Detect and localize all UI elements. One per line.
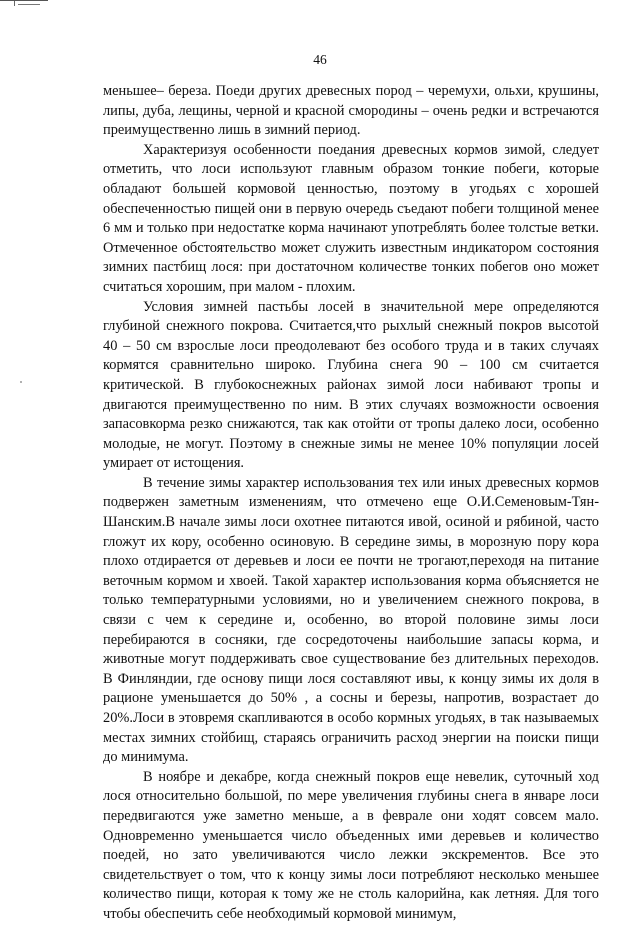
page-number: 46 bbox=[313, 52, 327, 67]
body-text bbox=[103, 82, 599, 925]
paragraph-seasonal-diet: В течение зимы характер использования тех или иных древесных кормов подвержен заметным изменениям, что отмечено еще О.И.Семеновым-Тян-Шанским.В начале зимы лоси охотнее питаются ивой, осиной и рябиной, часто гложут их кору, особенно осиновую. В середине зимы, в морозную пору кора плохо отдирается от деревьев и лоси ее почти не трогают,переходя на питание веточным кормом и хвоей. Такой характер использования корма объясняется не только температурными условиями, но и увеличением снежного покрова, в связи с чем к середине и, особенно, во второй половине зимы лоси перебираются в сосняки, где сосредоточены наибольшие запасы корма, и животные могут поддерживать свое существование без длительных переходов. В Финляндии, где основу пищи лося составляют ивы, к концу зимы их доля в рационе уменьшается до 50% , а сосны и березы, напротив, возрастает до 20%.Лоси в этовремя скапливаются в особо кормных угодьях, в так называемых местах зимних стойбищ, стараясь ограничить расход энергии на поиски пищи до минимума. bbox=[103, 474, 599, 766]
scan-speck bbox=[20, 381, 22, 383]
scan-corner-mark bbox=[0, 0, 48, 7]
paragraph-daily-movement: В ноябре и декабре, когда снежный покров еще невелик, суточный ход лося относительно большой, по мере увеличения глубины снега в январе лоси передвигаются уже заметно меньше, а в феврале они ходят совсем мало. Одновременно уменьшается число объеденных ими деревьев и количество поедей, но зато увеличиваются число лежки экскрементов. Все это свидетельствует о том, что к концу зимы лоси потребляют несколько меньшее количество пищи, которая к тому же не столь калорийна, как летняя. Для того чтобы обеспечить себе необходимый кормовой минимум, bbox=[103, 768, 599, 922]
paragraph-snow-depth: Условия зимней пастьбы лосей в значительной мере определяются глубиной снежного покрова. Считается,что рыхлый снежный покров высотой 40 – 50 см взрослые лоси преодолевают без особого труда и в таких случаях кормятся сравнительно широко. Глубина снега 90 – 100 см считается критической. В глубокоснежных районах зимой лоси набивают тропы и двигаются преимущественно по ним. В этих случаях возможности освоения запасовкорма резко снижаются, так как отойти от тропы далеко лоси, особенно молодые, не могут. Поэтому в снежные зимы не менее 10% популяции лосей умирает от истощения. bbox=[103, 298, 599, 472]
paragraph-continuation: меньшее– береза. Поеди других древесных пород – черемухи, ольхи, крушины, липы, дуба, лещины, черной и красной смородины – очень редки и встречаются преимущественно лишь в зимний период. bbox=[103, 83, 599, 139]
paragraph-winter-feeding: Характеризуя особенности поедания древесных кормов зимой, следует отметить, что лоси используют главным образом тонкие побеги, которые обладают большей кормовой ценностью, поэтому в угодьях с хорошей обеспеченностью пищей они в первую очередь съедают побеги толщиной менее 6 мм и только при недостатке корма начинают употреблять более толстые ветки. Отмеченное обстоятельство может служить известным индикатором состояния зимних пастбищ лося: при достаточном количестве тонких побегов оно может считаться хорошим, при малом - плохим. bbox=[103, 141, 599, 295]
